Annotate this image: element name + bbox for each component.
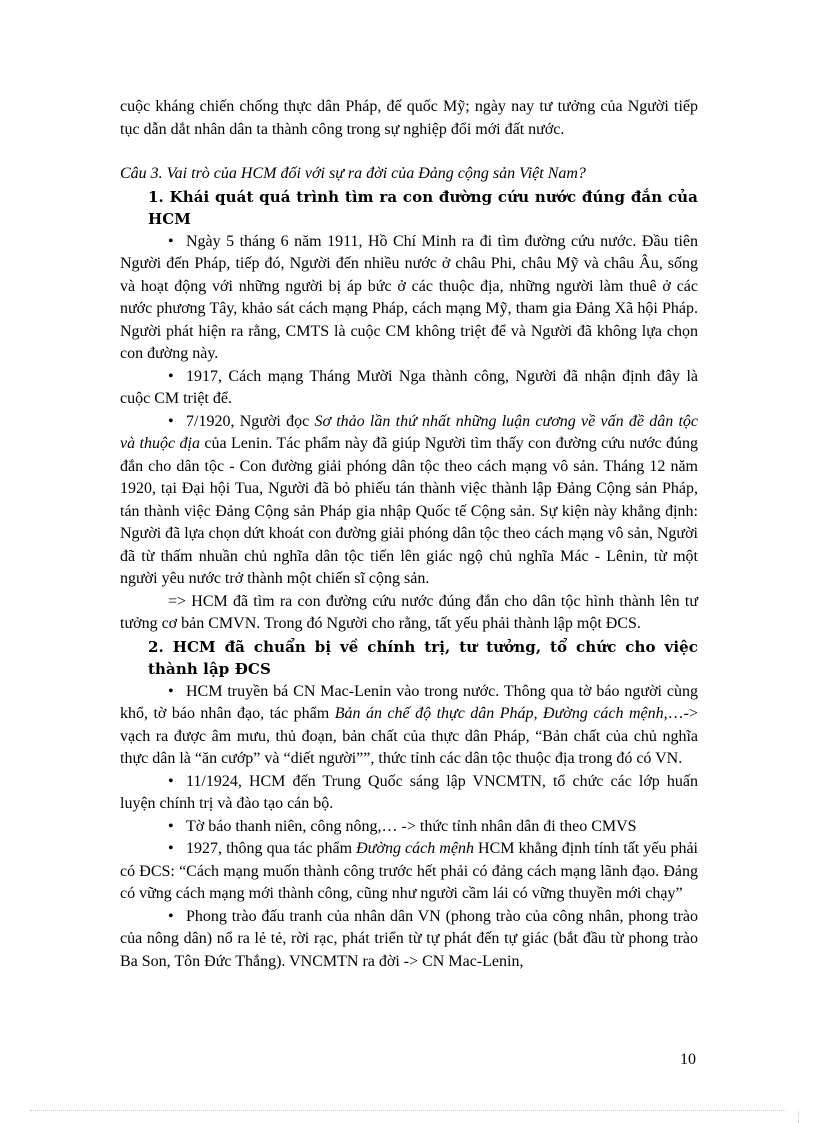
section-2-bullet-5 xyxy=(120,906,698,974)
page-break-divider xyxy=(30,1110,786,1111)
section-2-bullet-1 xyxy=(120,681,698,771)
section-1-bullet-3 xyxy=(120,411,698,591)
bullet-dot-icon: • xyxy=(168,772,174,790)
bullet-text: 11/1924, HCM đến Trung Quốc sáng lập VNCMTN, tổ chức các lớp huấn luyện chính trị và đào tạo cán bộ. xyxy=(120,772,698,812)
bullet-text: 1917, Cách mạng Tháng Mười Nga thành công, Người đã nhận định đây là cuộc CM triệt để. xyxy=(120,367,698,407)
bullet-text: …-> vạch ra được âm mưu, thủ đoạn, bản chất của thực dân Pháp, “Bản chất của chủ nghĩa thực dân là “ăn cướp” và “diết người””, thức tỉnh các dân tộc thuộc địa trong đó có VN. xyxy=(120,705,699,767)
section-1-heading: 1. Khái quát quá trình tìm ra con đường cứu nước đúng đắn của HCM xyxy=(148,187,698,228)
book-title: Sơ thảo lần thứ nhất những luận cương về vấn đề dân tộc và thuộc địa xyxy=(120,412,698,452)
bullet-text: 7/1920, Người đọc xyxy=(186,412,315,430)
page-content xyxy=(120,96,698,973)
book-title: Đường cách mệnh xyxy=(356,840,474,857)
bullet-dot-icon: • xyxy=(168,232,174,250)
bullet-text: Tờ báo thanh niên, công nông,… -> thức tỉnh nhân dân đi theo CMVS xyxy=(186,817,637,835)
section-2-bullet-3 xyxy=(120,816,698,839)
section-2-bullet-2 xyxy=(120,771,698,816)
section-1-bullet-2 xyxy=(120,366,698,411)
section-2-heading: 2. HCM đã chuẩn bị về chính trị, tư tưởng, tổ chức cho việc thành lập ĐCS xyxy=(148,637,698,678)
bullet-text: Phong trào đấu tranh của nhân dân VN (phong trào của công nhân, phong trào của nông dân) nổ ra lẻ tẻ, rời rạc, phát triển từ tự phát đến tự giác (bắt đầu từ phong trào Ba Son, Tôn Đức Thắng). VNCMTN ra đời -> CN Mac-Lenin, xyxy=(120,907,698,970)
spacer xyxy=(120,141,698,163)
bullet-text: 1927, thông qua tác phẩm xyxy=(186,840,357,857)
page-corner-marker xyxy=(798,1110,799,1123)
bullet-dot-icon: • xyxy=(168,682,174,700)
bullet-text: HCM khẳng định tính tất yếu phải có ĐCS: “Cách mạng muốn thành công trước hết phải có đảng cách mạng lãnh đạo. Đảng có vững cách mạng mới thành công, cũng như người cầm lái có vững thuyền mới chạy” xyxy=(120,840,699,902)
bullet-dot-icon: • xyxy=(168,367,174,385)
bullet-dot-icon: • xyxy=(168,817,174,835)
section-1-bullet-1 xyxy=(120,231,698,366)
question-heading: Câu 3. Vai trò của HCM đối với sự ra đời của Đảng cộng sản Việt Nam? xyxy=(120,165,586,182)
bullet-text: của Lenin. Tác phẩm này đã giúp Người tìm thấy con đường cứu nước đúng đắn cho dân tộc - Con đường giải phóng dân tộc theo cách mạng vô sản. Tháng 12 năm 1920, tại Đại hội Tua, Người đã bỏ phiếu tán thành việc thành lập Đảng Cộng sản Pháp, tán thành việc Đảng Cộng sản Pháp gia nhập Quốc tế Cộng sản. Sự kiện này khẳng định: Người đã lựa chọn dứt khoát con đường giải phóng dân tộc theo cách mạng vô sản, Người đã từ thấm nhuần chủ nghĩa dân tộc tiến lên giác ngộ chủ nghĩa Mác - Lênin, từ một người yêu nước trở thành một chiến sĩ cộng sản. xyxy=(120,435,699,587)
bullet-dot-icon: • xyxy=(168,840,174,857)
section-2-bullet-4 xyxy=(120,838,698,906)
bullet-dot-icon: • xyxy=(168,907,174,925)
book-title: Bản án chế độ thực dân Pháp, Đường cách mệnh, xyxy=(334,705,668,722)
section-1-conclusion: => HCM đã tìm ra con đường cứu nước đúng đắn cho dân tộc hình thành lên tư tưởng cơ bản CMVN. Trong đó Người cho rằng, tất yếu phải thành lập một ĐCS. xyxy=(120,592,698,632)
intro-paragraph: cuộc kháng chiến chống thực dân Pháp, đế quốc Mỹ; ngày nay tư tưởng của Người tiếp tục dẫn dắt nhân dân ta thành công trong sự nghiệp đổi mới đất nước. xyxy=(120,98,698,138)
page-number: 10 xyxy=(680,1051,696,1068)
bullet-text: Ngày 5 tháng 6 năm 1911, Hồ Chí Minh ra đi tìm đường cứu nước. Đầu tiên Người đến Pháp, tiếp đó, Người đến nhiều nước ở châu Phi, châu Mỹ và châu Âu, sống và hoạt động với những người bị áp bức ở các thuộc địa, những người làm thuê ở các nước phương Tây, khảo sát cách mạng Pháp, cách mạng Mỹ, tham gia Đảng Xã hội Pháp. Người phát hiện ra rằng, CMTS là cuộc CM không triệt để và Người đã không lựa chọn con đường này. xyxy=(120,232,698,362)
bullet-dot-icon: • xyxy=(168,412,174,430)
bullet-text: HCM truyền bá CN Mac-Lenin vào trong nước. Thông qua tờ báo người cùng khổ, tờ báo nhân đạo, tác phẩm xyxy=(120,682,698,722)
